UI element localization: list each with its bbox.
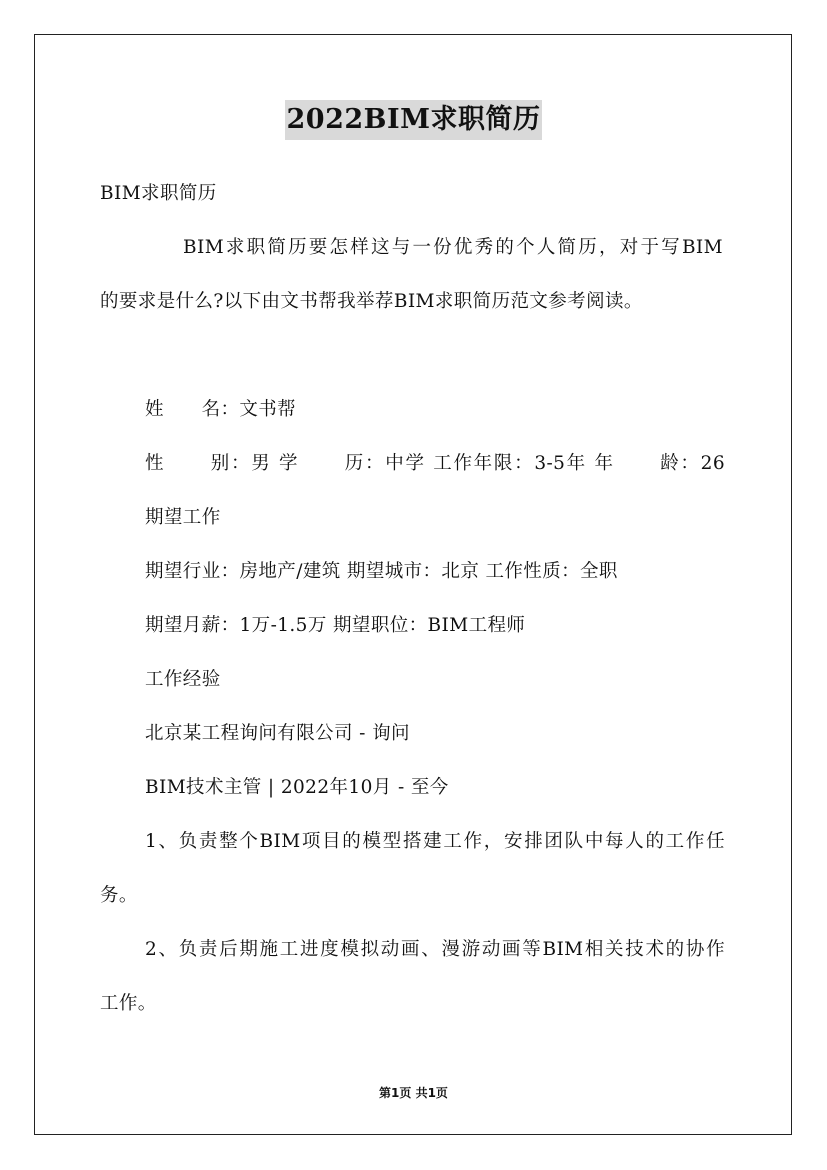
position-line: BIM技术主管 | 2022年10月 - 至今 xyxy=(145,777,449,798)
document-title: 2022BIM求职简历 xyxy=(285,100,543,140)
intro-line-1: BIM求职简历要怎样这与一份优秀的个人简历，对于写BIM xyxy=(183,237,723,258)
expect-salary-line: 期望月薪：1万-1.5万 期望职位：BIM工程师 xyxy=(145,615,526,636)
basic-info-line: 性 别：男 学 历：中学 工作年限：3-5年 年 龄：26 xyxy=(145,453,725,474)
duty-2-line-1: 2、负责后期施工进度模拟动画、漫游动画等BIM相关技术的协作 xyxy=(145,939,725,960)
page-number-footer: 第1页 共1页 xyxy=(379,1086,448,1100)
duty-2-line-2: 工作。 xyxy=(100,993,157,1014)
experience-heading: 工作经验 xyxy=(145,669,221,690)
document-subtitle: BIM求职简历 xyxy=(100,183,217,204)
intro-line-2: 的要求是什么?以下由文书帮我举荐BIM求职简历范文参考阅读。 xyxy=(100,291,643,312)
expect-industry-line: 期望行业：房地产/建筑 期望城市：北京 工作性质：全职 xyxy=(145,561,618,582)
company-line: 北京某工程询问有限公司 - 询问 xyxy=(145,723,410,744)
name-line: 姓 名：文书帮 xyxy=(145,399,297,420)
expect-heading: 期望工作 xyxy=(145,507,221,528)
duty-1-line-2: 务。 xyxy=(100,885,138,906)
duty-1-line-1: 1、负责整个BIM项目的模型搭建工作，安排团队中每人的工作任 xyxy=(145,831,725,852)
